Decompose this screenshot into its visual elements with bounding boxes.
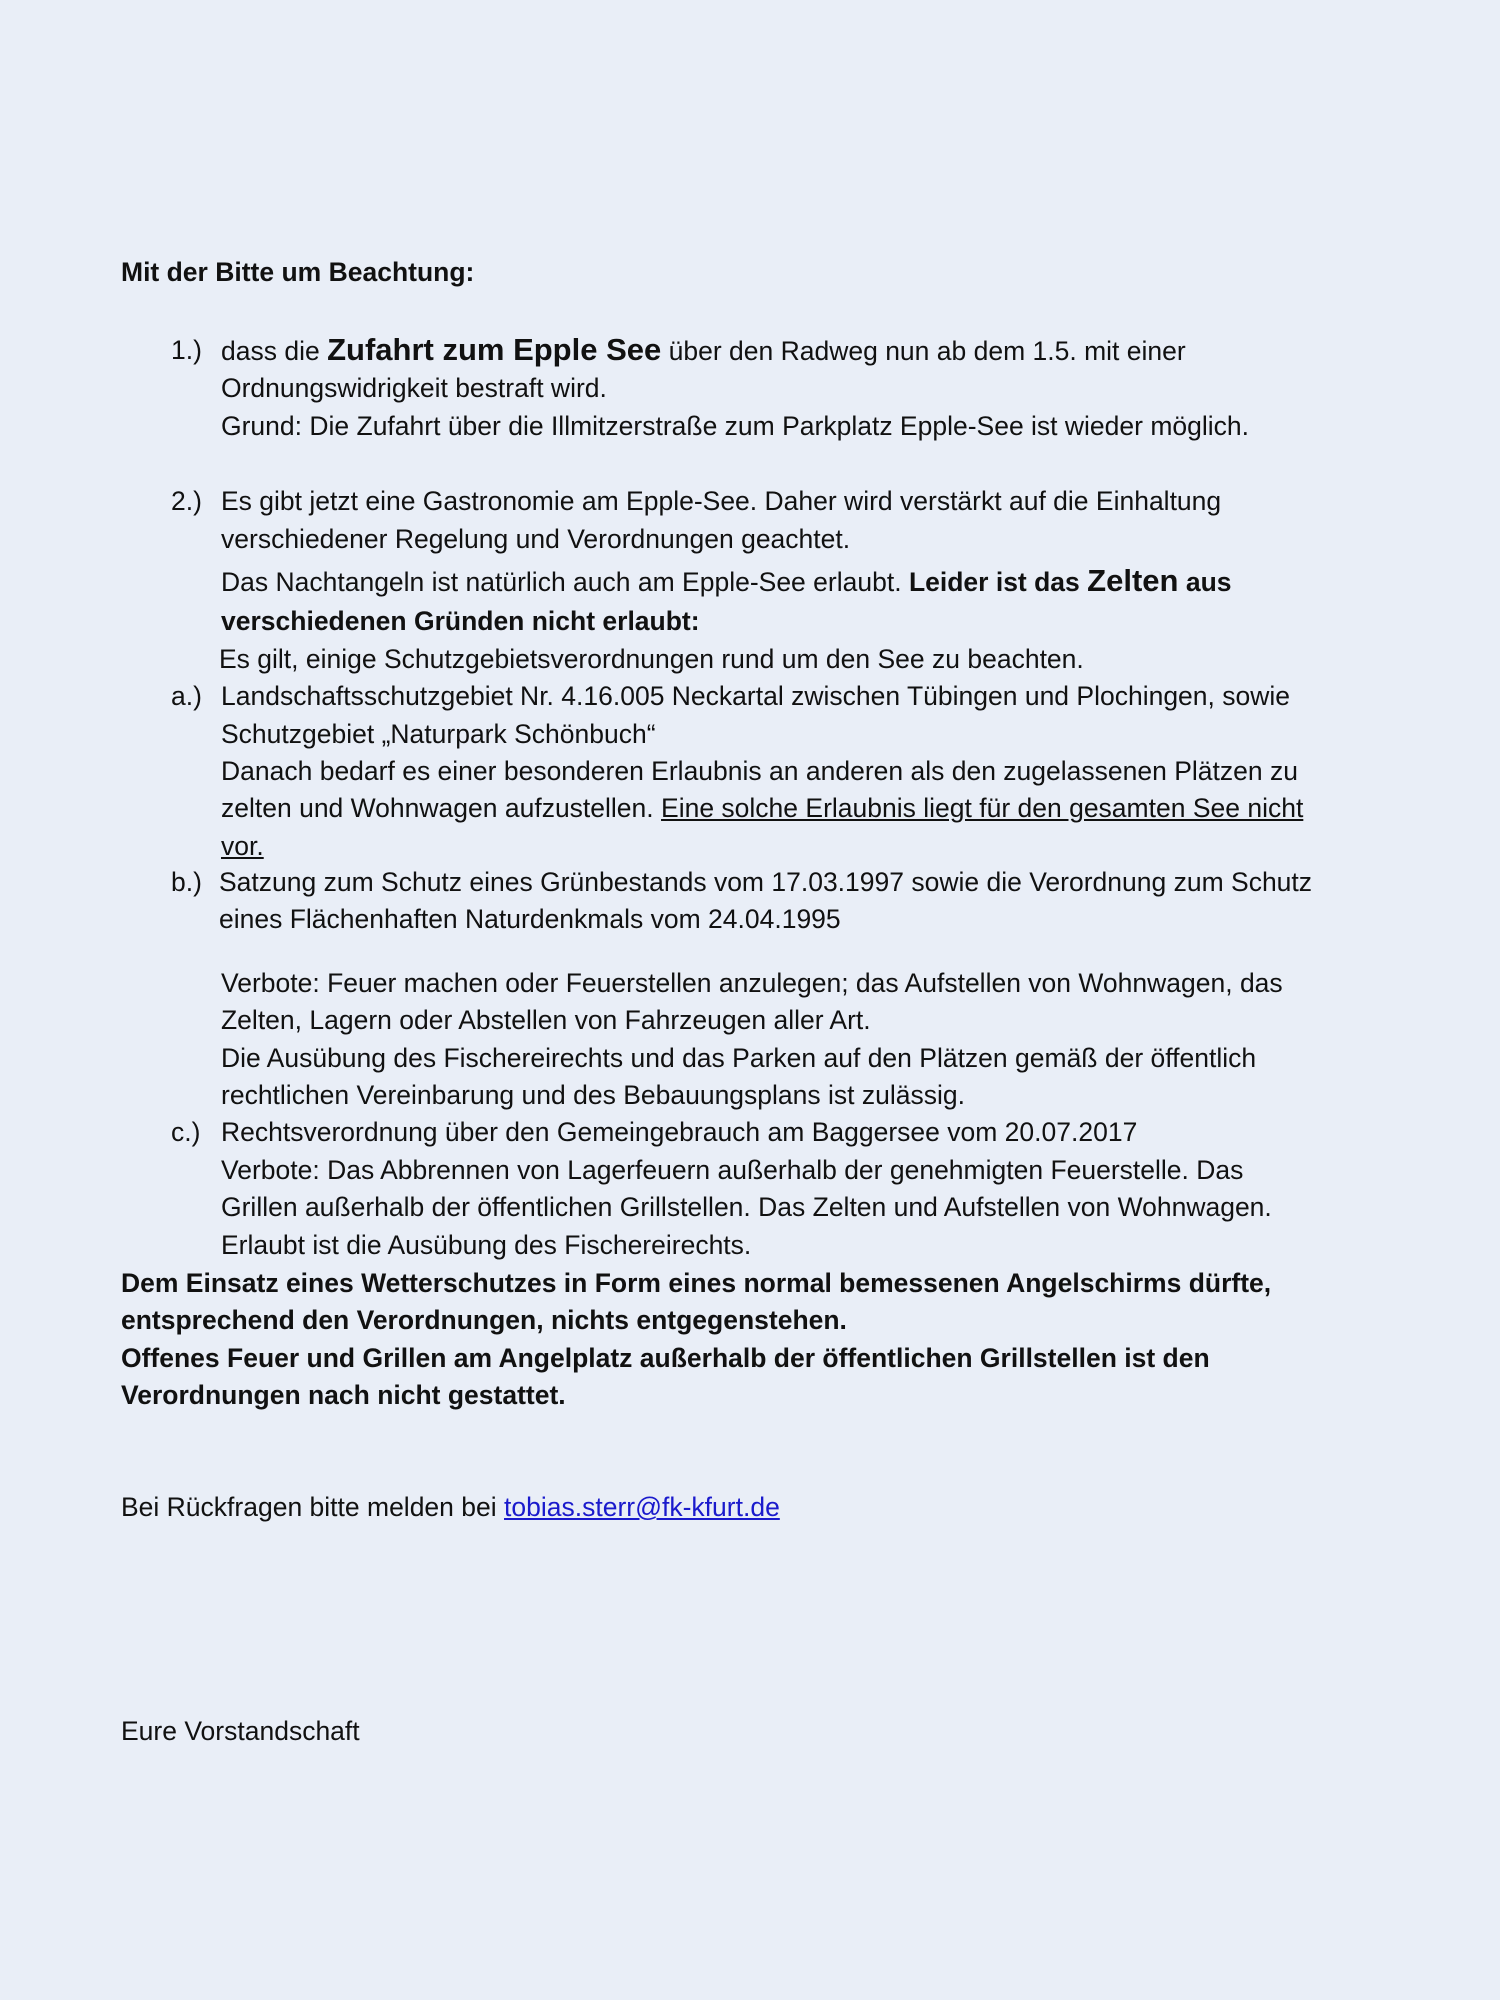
item-b-line-4: Zelten, Lagern oder Abstellen von Fahrzeugen aller Art. <box>221 1005 871 1035</box>
closing-line-1: Dem Einsatz eines Wetterschutzes in Form eines normal bemessenen Angelschirms dürfte, <box>121 1268 1272 1298</box>
item-2-line-3-bold: Leider ist das <box>908 567 1080 597</box>
item-b-line-2: eines Flächenhaften Naturdenkmals vom 24.04.1995 <box>219 904 841 934</box>
item-a-line-4-underlined: Eine solche Erlaubnis liegt für den gesamten See nicht <box>661 793 1304 823</box>
item-2-line-2: verschiedener Regelung und Verordnungen geachtet. <box>221 524 851 554</box>
item-c-line-4: Erlaubt ist die Ausübung des Fischereirechts. <box>221 1230 752 1260</box>
item-b-number: b.) <box>171 867 202 897</box>
contact-line <box>121 1488 780 1526</box>
item-c-line-3: Grillen außerhalb der öffentlichen Grillstellen. Das Zelten und Aufstellen von Wohnwagen. <box>221 1192 1272 1222</box>
item-1-line-3: Grund: Die Zufahrt über die Illmitzerstraße zum Parkplatz Epple-See ist wieder möglich. <box>221 411 1250 441</box>
item-b-line-5: Die Ausübung des Fischereirechts und das Parken auf den Plätzen gemäß der öffentlich <box>221 1043 1257 1073</box>
item-1-emphasis: Zufahrt zum Epple See <box>327 332 662 367</box>
item-2-line-4: verschiedenen Gründen nicht erlaubt: <box>221 606 700 636</box>
item-a-line-2: Schutzgebiet „Naturpark Schönbuch“ <box>221 719 656 749</box>
item-c-number: c.) <box>171 1117 201 1147</box>
item-2-line-1: Es gibt jetzt eine Gastronomie am Epple-See. Daher wird verstärkt auf die Einhaltung <box>221 486 1222 516</box>
closing-line-3: Offenes Feuer und Grillen am Angelplatz außerhalb der öffentlichen Grillstellen ist den <box>121 1343 1210 1373</box>
item-b-line-1: Satzung zum Schutz eines Grünbestands vom 17.03.1997 sowie die Verordnung zum Schutz <box>219 867 1313 897</box>
item-a-line-4-plain: zelten und Wohnwagen aufzustellen. <box>221 793 654 823</box>
item-a-line-4 <box>221 789 1303 827</box>
signature: Eure Vorstandschaft <box>121 1716 360 1746</box>
closing-line-4: Verordnungen nach nicht gestattet. <box>121 1380 566 1410</box>
item-2-line-3 <box>221 562 1232 601</box>
item-2-line-3-bold-2: aus <box>1185 567 1232 597</box>
item-1-post: über den Radweg nun ab dem 1.5. mit einer <box>668 336 1186 366</box>
item-c-line-2: Verbote: Das Abbrennen von Lagerfeuern außerhalb der genehmigten Feuerstelle. Das <box>221 1155 1244 1185</box>
item-a-line-5: vor. <box>221 831 264 861</box>
item-c-line-1: Rechtsverordnung über den Gemeingebrauch am Baggersee vom 20.07.2017 <box>221 1117 1138 1147</box>
item-1-line-1 <box>221 331 1186 370</box>
heading: Mit der Bitte um Beachtung: <box>121 257 475 287</box>
item-1-pre: dass die <box>221 336 320 366</box>
item-a-line-1: Landschaftsschutzgebiet Nr. 4.16.005 Neckartal zwischen Tübingen und Plochingen, sowie <box>221 681 1291 711</box>
item-2-number: 2.) <box>171 486 202 516</box>
item-b-line-3: Verbote: Feuer machen oder Feuerstellen anzulegen; das Aufstellen von Wohnwagen, das <box>221 968 1283 998</box>
item-b-line-6: rechtlichen Vereinbarung und des Bebauungsplans ist zulässig. <box>221 1080 965 1110</box>
item-1-line-2: Ordnungswidrigkeit bestraft wird. <box>221 373 607 403</box>
contact-email-link[interactable]: tobias.sterr@fk-kfurt.de <box>504 1492 780 1522</box>
contact-text: Bei Rückfragen bitte melden bei <box>121 1492 497 1522</box>
item-2-line-5: Es gilt, einige Schutzgebietsverordnungen rund um den See zu beachten. <box>219 644 1084 674</box>
item-2-line-3-plain: Das Nachtangeln ist natürlich auch am Epple-See erlaubt. <box>221 567 902 597</box>
item-1-number: 1.) <box>171 335 202 365</box>
item-2-zelten: Zelten <box>1087 563 1179 598</box>
item-a-number: a.) <box>171 681 202 711</box>
closing-line-2: entsprechend den Verordnungen, nichts entgegenstehen. <box>121 1305 847 1335</box>
item-a-line-3: Danach bedarf es einer besonderen Erlaubnis an anderen als den zugelassenen Plätzen zu <box>221 756 1298 786</box>
